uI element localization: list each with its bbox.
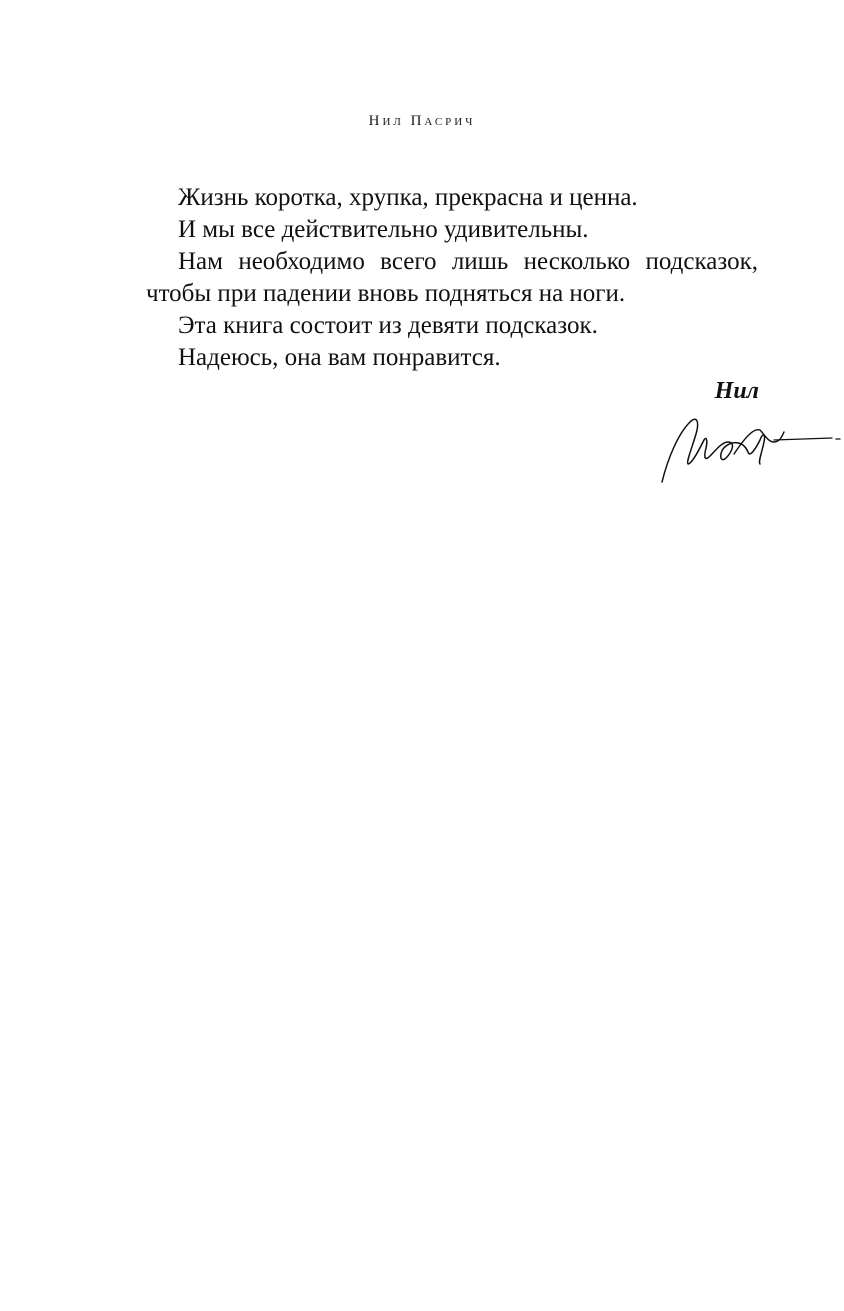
paragraph-1: Жизнь коротка, хрупка, прекрасна и ценна.: [178, 184, 638, 211]
paragraph-3-line-1: Нам необходимо всего лишь несколько подсказок,: [178, 248, 758, 275]
signoff-name: Нил: [714, 378, 759, 404]
body-text: [146, 182, 758, 374]
paragraph-4: Эта книга состоит из девяти подсказок.: [178, 312, 598, 339]
paragraph-5: Надеюсь, она вам понравится.: [178, 344, 501, 371]
handwritten-signature: [656, 412, 842, 490]
paragraph-2: И мы все действительно удивительны.: [178, 216, 589, 243]
running-head: Нил Пасрич: [368, 113, 476, 129]
paragraph-3-line-2: чтобы при падении вновь подняться на ноги.: [146, 280, 626, 307]
